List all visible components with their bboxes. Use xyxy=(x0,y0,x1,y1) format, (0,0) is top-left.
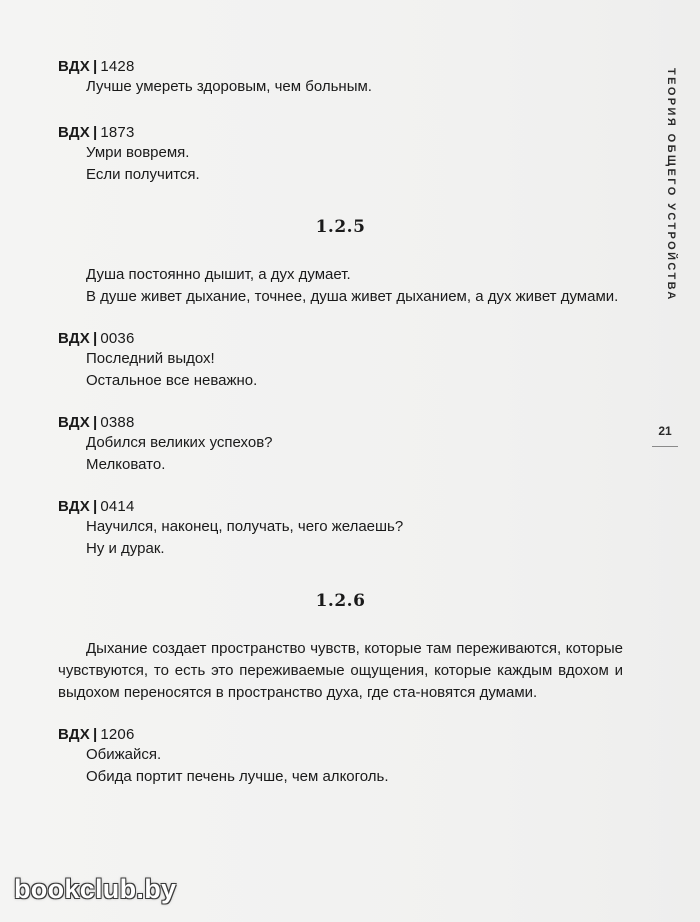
entry-code-number: 0414 xyxy=(100,498,135,515)
entry-line: Обида портит печень лучше, чем алкоголь. xyxy=(86,768,389,785)
paragraph-continuation: В душе живет дыхание, точнее, душа живет дыханием, а дух живет думами. xyxy=(86,288,619,305)
entry-code-label: ВДХ xyxy=(58,726,90,743)
entry-code-label: ВДХ xyxy=(58,414,90,431)
page-content xyxy=(58,58,623,788)
entry-line: Если получится. xyxy=(86,166,200,183)
running-title-vertical: ТЕОРИЯ ОБЩЕГО УСТРОЙСТВА xyxy=(665,68,677,302)
entry-0036 xyxy=(58,330,623,392)
paragraph-justified: Дыхание создает пространство чувств, которые там переживаются, которые чувствуются, то есть это переживаемые ощущения, которые каждым вдохом и выдохом переносятся в пространство духа, где ста-новятся думами. xyxy=(58,640,623,701)
entry-code-number: 0036 xyxy=(100,330,135,347)
entry-1873 xyxy=(58,124,623,186)
entry-line: Добился великих успехов? xyxy=(86,434,273,451)
page-number: 21 xyxy=(652,424,678,447)
entry-line: Ну и дурак. xyxy=(86,540,165,557)
entry-line: Мелковато. xyxy=(86,456,166,473)
entry-code xyxy=(58,124,623,142)
entry-code-separator: | xyxy=(92,58,98,75)
entry-1428 xyxy=(58,58,623,98)
entry-line: Научился, наконец, получать, чего желаешь? xyxy=(86,518,404,535)
entry-line: Обижайся. xyxy=(86,746,162,763)
paragraph xyxy=(58,264,623,308)
entry-line: Остальное все неважно. xyxy=(86,372,258,389)
entry-line: Лучше умереть здоровым, чем больным. xyxy=(86,78,372,95)
entry-code-label: ВДХ xyxy=(58,330,90,347)
entry-1206 xyxy=(58,726,623,788)
entry-code xyxy=(58,726,623,744)
entry-code-label: ВДХ xyxy=(58,498,90,515)
entry-0414 xyxy=(58,498,623,560)
entry-code xyxy=(58,414,623,432)
entry-code-separator: | xyxy=(92,726,98,743)
entry-code-separator: | xyxy=(92,498,98,515)
entry-code-number: 1873 xyxy=(100,124,135,141)
entry-code-label: ВДХ xyxy=(58,124,90,141)
paragraph-first-line: Душа постоянно дышит, а дух думает. xyxy=(86,266,351,283)
entry-line: Последний выдох! xyxy=(86,350,215,367)
entry-line: Умри вовремя. xyxy=(86,144,190,161)
entry-code-separator: | xyxy=(92,330,98,347)
entry-code xyxy=(58,330,623,348)
entry-code xyxy=(58,58,623,76)
entry-code-separator: | xyxy=(92,414,98,431)
entry-code-number: 1428 xyxy=(100,58,135,75)
entry-0388 xyxy=(58,414,623,476)
entry-code-label: ВДХ xyxy=(58,58,90,75)
entry-code-separator: | xyxy=(92,124,98,141)
entry-code xyxy=(58,498,623,516)
watermark-logo: bookclub.by xyxy=(14,874,177,904)
section-heading-1-2-6: 1.2.6 xyxy=(315,591,366,611)
entry-code-number: 1206 xyxy=(100,726,135,743)
entry-code-number: 0388 xyxy=(100,414,135,431)
section-heading-1-2-5: 1.2.5 xyxy=(315,217,366,237)
